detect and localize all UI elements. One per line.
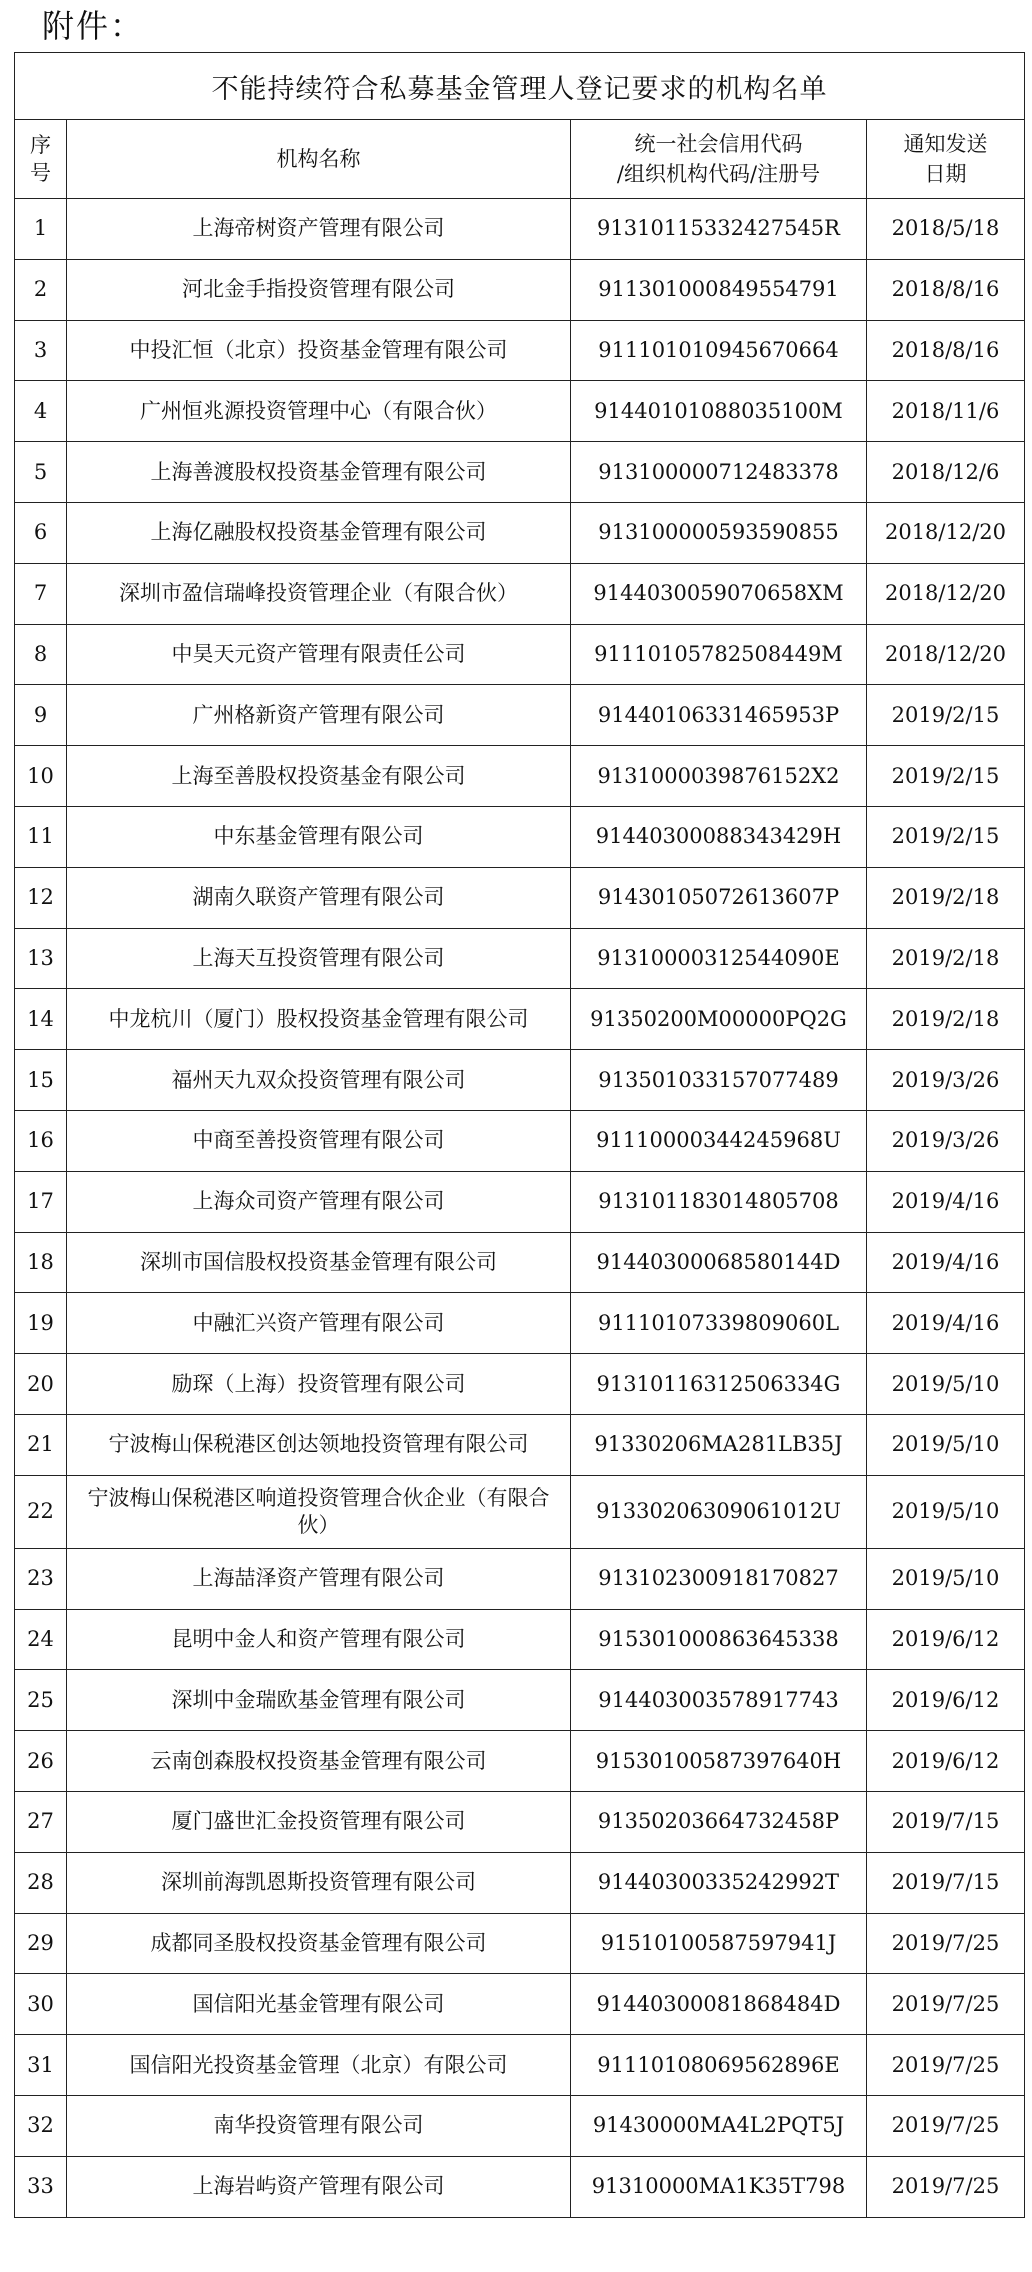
table-row (15, 1293, 1025, 1354)
table-row (15, 1791, 1025, 1852)
notice-date: 2018/12/6 (867, 442, 1025, 503)
notice-date: 2019/7/15 (867, 1791, 1025, 1852)
institution-name: 励琛（上海）投资管理有限公司 (67, 1354, 571, 1415)
header-row (15, 120, 1025, 199)
notice-date: 2019/2/15 (867, 746, 1025, 807)
credit-code: 91440300081868484D (571, 1974, 867, 2035)
row-number: 9 (15, 685, 67, 746)
credit-code: 915301000863645338 (571, 1609, 867, 1670)
notice-date: 2019/4/16 (867, 1232, 1025, 1293)
credit-code: 91110108069562896E (571, 2035, 867, 2096)
institution-name: 中商至善投资管理有限公司 (67, 1110, 571, 1171)
institution-name: 广州格新资产管理有限公司 (67, 685, 571, 746)
row-number: 17 (15, 1171, 67, 1232)
table-title: 不能持续符合私募基金管理人登记要求的机构名单 (15, 53, 1025, 120)
table-row (15, 259, 1025, 320)
table-row (15, 1670, 1025, 1731)
row-number: 6 (15, 502, 67, 563)
row-number: 30 (15, 1974, 67, 2035)
table-row (15, 1731, 1025, 1792)
notice-date: 2019/2/15 (867, 685, 1025, 746)
credit-code: 91510100587597941J (571, 1913, 867, 1974)
table-row (15, 1171, 1025, 1232)
institution-name: 福州天九双众投资管理有限公司 (67, 1050, 571, 1111)
row-number: 5 (15, 442, 67, 503)
institution-name: 厦门盛世汇金投资管理有限公司 (67, 1791, 571, 1852)
credit-code: 91440300335242992T (571, 1852, 867, 1913)
table-row (15, 1110, 1025, 1171)
notice-date: 2019/5/10 (867, 1414, 1025, 1475)
institution-name: 宁波梅山保税港区创达领地投资管理有限公司 (67, 1414, 571, 1475)
institution-name: 上海亿融股权投资基金管理有限公司 (67, 502, 571, 563)
credit-code: 91440300068580144D (571, 1232, 867, 1293)
credit-code: 91110000344245968U (571, 1110, 867, 1171)
table-row (15, 624, 1025, 685)
credit-code: 913101183014805708 (571, 1171, 867, 1232)
notice-date: 2019/4/16 (867, 1171, 1025, 1232)
header-number (15, 120, 67, 199)
notice-date: 2019/6/12 (867, 1609, 1025, 1670)
table-row (15, 1354, 1025, 1415)
notice-date: 2019/2/18 (867, 928, 1025, 989)
table-row (15, 806, 1025, 867)
row-number: 33 (15, 2156, 67, 2217)
credit-code: 913102300918170827 (571, 1548, 867, 1609)
credit-code: 914403003578917743 (571, 1670, 867, 1731)
notice-date: 2018/12/20 (867, 502, 1025, 563)
institution-name: 南华投资管理有限公司 (67, 2095, 571, 2156)
institution-name: 深圳市国信股权投资基金管理有限公司 (67, 1232, 571, 1293)
table-row (15, 1548, 1025, 1609)
row-number: 32 (15, 2095, 67, 2156)
header-date (867, 120, 1025, 199)
credit-code: 91330206MA281LB35J (571, 1414, 867, 1475)
header-code-line2: /组织机构代码/注册号 (616, 162, 821, 186)
table-row (15, 199, 1025, 260)
row-number: 18 (15, 1232, 67, 1293)
row-number: 7 (15, 563, 67, 624)
row-number: 20 (15, 1354, 67, 1415)
notice-date: 2019/7/25 (867, 2156, 1025, 2217)
institution-name: 广州恒兆源投资管理中心（有限合伙） (67, 381, 571, 442)
credit-code: 91330206309061012U (571, 1475, 867, 1548)
institution-name: 云南创森股权投资基金管理有限公司 (67, 1731, 571, 1792)
notice-date: 2019/4/16 (867, 1293, 1025, 1354)
table-row (15, 442, 1025, 503)
credit-code: 913501033157077489 (571, 1050, 867, 1111)
credit-code: 91440300088343429H (571, 806, 867, 867)
table-row (15, 1414, 1025, 1475)
row-number: 16 (15, 1110, 67, 1171)
credit-code: 91350203664732458P (571, 1791, 867, 1852)
table-row (15, 502, 1025, 563)
row-number: 31 (15, 2035, 67, 2096)
institution-name: 中东基金管理有限公司 (67, 806, 571, 867)
institution-name: 上海岩屿资产管理有限公司 (67, 2156, 571, 2217)
institution-name: 国信阳光基金管理有限公司 (67, 1974, 571, 2035)
institution-name: 上海喆泽资产管理有限公司 (67, 1548, 571, 1609)
table-row (15, 685, 1025, 746)
row-number: 19 (15, 1293, 67, 1354)
notice-date: 2019/5/10 (867, 1548, 1025, 1609)
notice-date: 2018/8/16 (867, 320, 1025, 381)
row-number: 29 (15, 1913, 67, 1974)
credit-code: 9131000039876152X2 (571, 746, 867, 807)
row-number: 15 (15, 1050, 67, 1111)
institution-name: 中龙杭川（厦门）股权投资基金管理有限公司 (67, 989, 571, 1050)
notice-date: 2019/3/26 (867, 1050, 1025, 1111)
credit-code: 913100000593590855 (571, 502, 867, 563)
table-row (15, 746, 1025, 807)
notice-date: 2018/11/6 (867, 381, 1025, 442)
notice-date: 2019/5/10 (867, 1475, 1025, 1548)
row-number: 3 (15, 320, 67, 381)
row-number: 23 (15, 1548, 67, 1609)
credit-code: 91310000MA1K35T798 (571, 2156, 867, 2217)
table-row (15, 989, 1025, 1050)
row-number: 11 (15, 806, 67, 867)
notice-date: 2018/12/20 (867, 563, 1025, 624)
row-number: 13 (15, 928, 67, 989)
row-number: 14 (15, 989, 67, 1050)
credit-code: 91110107339809060L (571, 1293, 867, 1354)
notice-date: 2018/5/18 (867, 199, 1025, 260)
notice-date: 2019/6/12 (867, 1670, 1025, 1731)
credit-code: 91440106331465953P (571, 685, 867, 746)
row-number: 2 (15, 259, 67, 320)
notice-date: 2019/6/12 (867, 1731, 1025, 1792)
notice-date: 2018/8/16 (867, 259, 1025, 320)
notice-date: 2019/7/25 (867, 1974, 1025, 2035)
credit-code: 9144030059070658XM (571, 563, 867, 624)
institution-name: 中融汇兴资产管理有限公司 (67, 1293, 571, 1354)
credit-code: 91310115332427545R (571, 199, 867, 260)
header-date-line1: 通知发送 (903, 132, 988, 156)
table-row (15, 2035, 1025, 2096)
credit-code: 911101010945670664 (571, 320, 867, 381)
row-number: 8 (15, 624, 67, 685)
row-number: 27 (15, 1791, 67, 1852)
table-row (15, 928, 1025, 989)
notice-date: 2019/7/25 (867, 1913, 1025, 1974)
row-number: 1 (15, 199, 67, 260)
table-body (15, 199, 1025, 2218)
table-row (15, 563, 1025, 624)
notice-date: 2019/2/18 (867, 989, 1025, 1050)
institution-name: 上海天互投资管理有限公司 (67, 928, 571, 989)
notice-date: 2019/7/25 (867, 2095, 1025, 2156)
institution-name: 湖南久联资产管理有限公司 (67, 867, 571, 928)
credit-code: 91350200M00000PQ2G (571, 989, 867, 1050)
row-number: 25 (15, 1670, 67, 1731)
institution-name: 深圳市盈信瑞峰投资管理企业（有限合伙） (67, 563, 571, 624)
row-number: 10 (15, 746, 67, 807)
table-row (15, 1974, 1025, 2035)
row-number: 21 (15, 1414, 67, 1475)
header-name: 机构名称 (67, 120, 571, 199)
table-row (15, 1475, 1025, 1548)
credit-code: 91430105072613607P (571, 867, 867, 928)
credit-code: 913100000712483378 (571, 442, 867, 503)
credit-code: 911301000849554791 (571, 259, 867, 320)
institution-name: 国信阳光投资基金管理（北京）有限公司 (67, 2035, 571, 2096)
institution-name: 上海善渡股权投资基金管理有限公司 (67, 442, 571, 503)
institution-name: 深圳前海凯恩斯投资管理有限公司 (67, 1852, 571, 1913)
row-number: 12 (15, 867, 67, 928)
institution-name: 上海帝树资产管理有限公司 (67, 199, 571, 260)
table-row (15, 320, 1025, 381)
table-row (15, 2156, 1025, 2217)
table-row (15, 1852, 1025, 1913)
institution-name: 昆明中金人和资产管理有限公司 (67, 1609, 571, 1670)
institution-name: 深圳中金瑞欧基金管理有限公司 (67, 1670, 571, 1731)
row-number: 26 (15, 1731, 67, 1792)
row-number: 28 (15, 1852, 67, 1913)
table-row (15, 381, 1025, 442)
notice-date: 2019/7/15 (867, 1852, 1025, 1913)
table-row (15, 867, 1025, 928)
credit-code: 91430000MA4L2PQT5J (571, 2095, 867, 2156)
notice-date: 2018/12/20 (867, 624, 1025, 685)
table-row (15, 1232, 1025, 1293)
table-row (15, 2095, 1025, 2156)
institution-table (14, 52, 1025, 2218)
credit-code: 91440101088035100M (571, 381, 867, 442)
institution-name: 上海众司资产管理有限公司 (67, 1171, 571, 1232)
institution-name: 中昊天元资产管理有限责任公司 (67, 624, 571, 685)
header-code (571, 120, 867, 199)
table-row (15, 1050, 1025, 1111)
table-row (15, 1609, 1025, 1670)
notice-date: 2019/5/10 (867, 1354, 1025, 1415)
header-code-line1: 统一社会信用代码 (634, 132, 803, 156)
notice-date: 2019/2/18 (867, 867, 1025, 928)
credit-code: 91310000312544090E (571, 928, 867, 989)
notice-date: 2019/2/15 (867, 806, 1025, 867)
row-number: 4 (15, 381, 67, 442)
credit-code: 91110105782508449M (571, 624, 867, 685)
institution-name: 中投汇恒（北京）投资基金管理有限公司 (67, 320, 571, 381)
row-number: 22 (15, 1475, 67, 1548)
institution-name: 上海至善股权投资基金有限公司 (67, 746, 571, 807)
row-number: 24 (15, 1609, 67, 1670)
credit-code: 91310116312506334G (571, 1354, 867, 1415)
header-date-line2: 日期 (924, 162, 967, 186)
institution-name: 河北金手指投资管理有限公司 (67, 259, 571, 320)
institution-name: 成都同圣股权投资基金管理有限公司 (67, 1913, 571, 1974)
attachment-label: 附件： (42, 7, 145, 45)
header-number-text: 序号 (30, 133, 51, 185)
notice-date: 2019/3/26 (867, 1110, 1025, 1171)
table-row (15, 1913, 1025, 1974)
institution-name: 宁波梅山保税港区响道投资管理合伙企业（有限合伙） (67, 1475, 571, 1548)
notice-date: 2019/7/25 (867, 2035, 1025, 2096)
credit-code: 91530100587397640H (571, 1731, 867, 1792)
